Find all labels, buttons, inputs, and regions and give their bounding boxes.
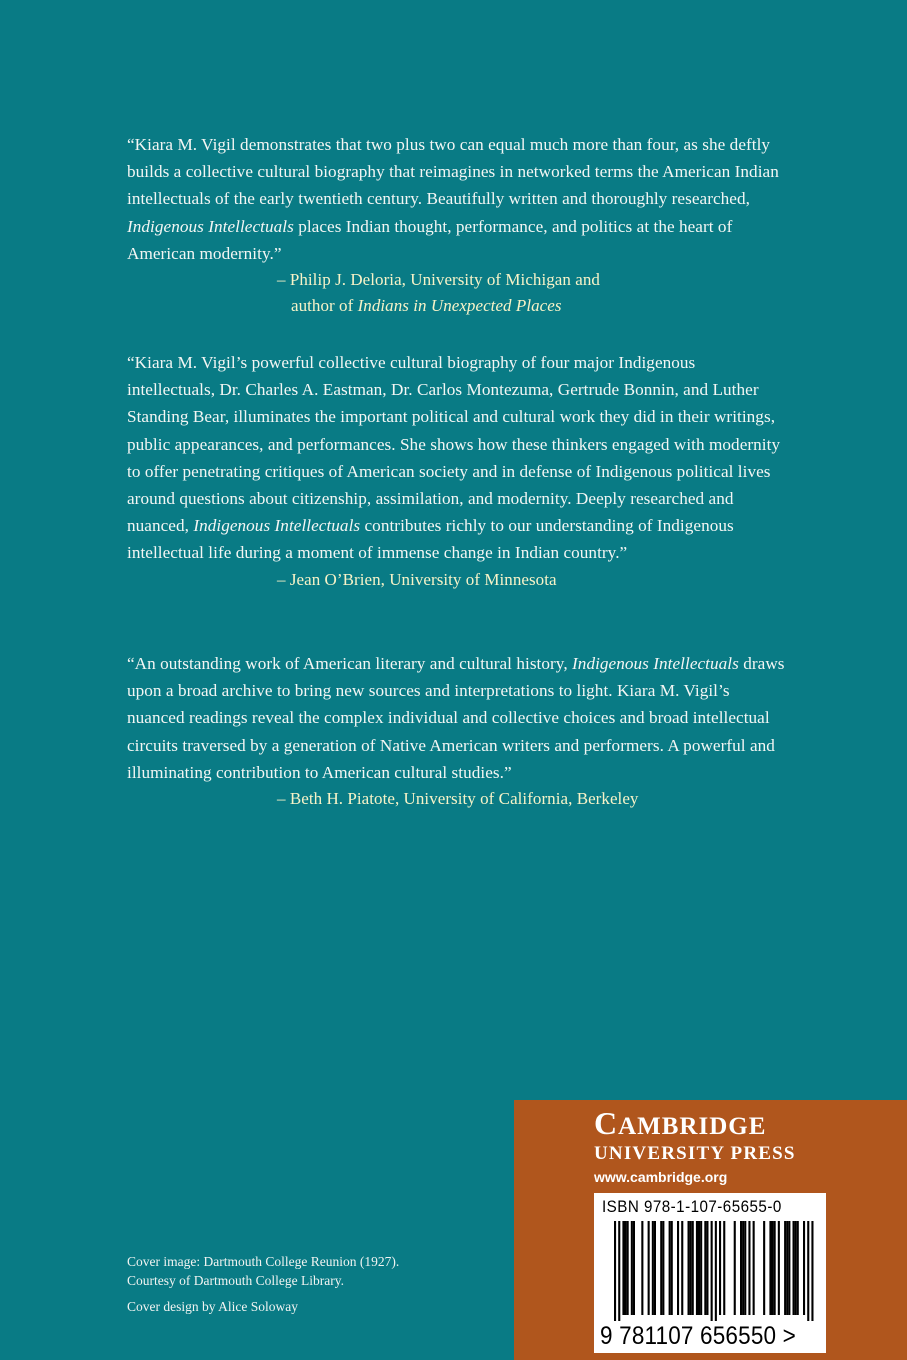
barcode-bar (807, 1221, 809, 1321)
book-title: Indigenous Intellectuals (572, 654, 739, 673)
barcode-bar (677, 1221, 679, 1315)
publisher-url: www.cambridge.org (594, 1169, 728, 1185)
attribution-line: – Beth H. Piatote, University of California, Berkeley (277, 789, 639, 809)
barcode (594, 1193, 826, 1353)
barcode-bar (660, 1221, 662, 1315)
barcode-bar (795, 1221, 797, 1315)
publisher-logo (594, 1104, 826, 1186)
barcode-bar (700, 1221, 702, 1315)
barcode-bar (631, 1221, 633, 1315)
barcode-bar (742, 1221, 744, 1315)
quote-text (127, 650, 787, 786)
barcode-bar (654, 1221, 656, 1315)
barcode-bar (715, 1221, 717, 1321)
barcode-bar (625, 1221, 627, 1315)
isbn-label: ISBN 978-1-107-65655-0 (602, 1198, 782, 1216)
attribution-prefix: author of (291, 296, 358, 316)
review-quote-piatote (127, 650, 787, 812)
barcode-bar (688, 1221, 690, 1315)
publisher-subtitle: UNIVERSITY PRESS (594, 1143, 796, 1164)
barcode-bar (704, 1221, 706, 1315)
barcode-bar (622, 1221, 624, 1315)
barcode-bar (793, 1221, 795, 1315)
barcode-bar (811, 1221, 813, 1321)
quote-segment: contributes richly to our understanding of Indigenous intellectual life during a moment of immense change in Indian country.” (127, 516, 734, 563)
review-quote-deloria (127, 131, 787, 319)
attribution-line-2 (277, 293, 787, 319)
barcode-bar (633, 1221, 635, 1315)
quote-attribution (127, 786, 787, 812)
barcode-bar (671, 1221, 673, 1315)
barcode-bar (614, 1221, 616, 1321)
barcode-bar (692, 1221, 694, 1315)
cover-image-courtesy: Courtesy of Dartmouth College Library. (127, 1272, 344, 1288)
barcode-bar (669, 1221, 671, 1315)
publisher-panel (514, 1100, 907, 1360)
barcode-bar (744, 1221, 746, 1315)
cover-image-credit: Cover image: Dartmouth College Reunion (1927). (127, 1254, 400, 1269)
barcode-bar (698, 1221, 700, 1315)
barcode-bar (748, 1221, 750, 1315)
quote-segment: “An outstanding work of American literary and cultural history, (127, 654, 573, 673)
review-quote-obrien (127, 349, 787, 593)
barcode-bar (719, 1221, 721, 1315)
attribution-line: – Philip J. Deloria, University of Michigan and (277, 270, 600, 290)
barcode-bars (602, 1221, 818, 1321)
attribution-book-title: Indians in Unexpected Places (357, 296, 562, 316)
barcode-bar (769, 1221, 771, 1315)
barcode-bar (778, 1221, 780, 1315)
barcode-bar (786, 1221, 788, 1315)
publisher-name (594, 1104, 826, 1146)
barcode-bar (740, 1221, 742, 1315)
barcode-bar (681, 1221, 683, 1315)
barcode-bar (763, 1221, 765, 1315)
barcode-bar (690, 1221, 692, 1315)
book-title: Indigenous Intellectuals (127, 216, 294, 236)
publisher-name-initial: C (594, 1105, 619, 1141)
book-title: Indigenous Intellectuals (193, 516, 361, 536)
quote-attribution (127, 567, 787, 593)
barcode-bar (618, 1221, 620, 1321)
barcode-bar (641, 1221, 643, 1315)
barcode-bar (803, 1221, 805, 1315)
cover-credits (127, 1253, 399, 1317)
barcode-bar (734, 1221, 736, 1315)
barcode-digits: 9 781107 656550 > (600, 1322, 796, 1350)
barcode-bar (652, 1221, 654, 1315)
barcode-bar (772, 1221, 774, 1315)
quote-text (127, 131, 787, 267)
barcode-bar (706, 1221, 708, 1315)
barcode-bar (797, 1221, 799, 1315)
barcode-bar (662, 1221, 664, 1315)
barcode-bar (774, 1221, 776, 1315)
attribution-line: – Jean O’Brien, University of Minnesota (277, 569, 557, 589)
quote-attribution (127, 267, 787, 319)
publisher-name-rest: AMBRIDGE (618, 1113, 767, 1140)
barcode-bar (696, 1221, 698, 1315)
barcode-bar (648, 1221, 650, 1315)
quote-segment: places Indian thought, performance, and politics at the heart of American modernity.” (127, 216, 733, 263)
quote-segment: “Kiara M. Vigil’s powerful collective cultural biography of four major Indigenous intellectuals, Dr. Charles A. Eastman, Dr. Carlos Montezuma, Gertrude Bonnin, and Luther Standing Bear, illuminates the important political and cultural work they did in their writings, public appearances, and performances. She shows how these thinkers engaged with modernity to offer penetrating critiques of American society and in defense of Indigenous political lives around questions about citizenship, assimilation, and modernity. Deeply researched and nuanced, (127, 353, 781, 536)
barcode-bar (788, 1221, 790, 1315)
barcode-bar (723, 1221, 725, 1315)
quote-text (127, 349, 787, 567)
barcode-bar (753, 1221, 755, 1315)
barcode-bar (627, 1221, 629, 1315)
quote-segment: “Kiara M. Vigil demonstrates that two plus two can equal much more than four, as she deftly builds a collective cultural biography that reimagines in networked terms the American Indian intellectuals of the early twentieth century. Beautifully written and thoroughly researched, (127, 135, 779, 209)
quote-segment: draws upon a broad archive to bring new sources and interpretations to light. Kiara M. Vigil’s nuanced readings reveal the complex individual and collective choices and broad intellectual circuits traversed by a generation of Native American writers and performers. A powerful and illuminating contribution to American cultural studies.” (127, 654, 785, 782)
barcode-bar (784, 1221, 786, 1315)
barcode-bar (711, 1221, 713, 1321)
cover-design-credit: Cover design by Alice Soloway (127, 1299, 298, 1314)
